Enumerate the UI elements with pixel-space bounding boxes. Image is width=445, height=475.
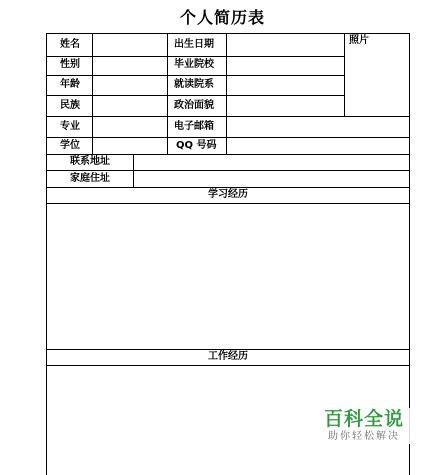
row-divider xyxy=(46,170,410,171)
row-divider xyxy=(46,116,410,117)
qq-label: QQ 号码 xyxy=(176,140,217,151)
column-divider xyxy=(133,154,134,187)
row-divider xyxy=(46,95,344,96)
gender-label: 性别 xyxy=(60,59,80,70)
row-divider xyxy=(46,75,344,76)
home-address-label: 家庭住址 xyxy=(70,173,110,184)
column-divider xyxy=(92,33,93,154)
degree-field[interactable] xyxy=(94,139,166,153)
row-divider xyxy=(46,365,410,366)
column-divider xyxy=(167,33,168,154)
major-label: 专业 xyxy=(60,121,80,132)
ethnicity-field[interactable] xyxy=(94,97,166,115)
birth-date-field[interactable] xyxy=(228,35,343,55)
photo-area[interactable] xyxy=(346,35,408,115)
home-address-field[interactable] xyxy=(135,172,408,186)
row-divider xyxy=(46,137,410,138)
qq-field[interactable] xyxy=(228,139,408,153)
email-field[interactable] xyxy=(228,118,408,136)
name-label: 姓名 xyxy=(60,39,80,50)
photo-label: 照片 xyxy=(349,35,369,46)
watermark-subtitle: 助你轻松解决 xyxy=(328,431,400,442)
education-history-field[interactable] xyxy=(48,205,408,348)
ethnicity-label: 民族 xyxy=(60,100,80,111)
column-divider xyxy=(344,33,345,116)
column-divider xyxy=(226,33,227,154)
education-section-header: 学习经历 xyxy=(208,189,248,200)
email-label: 电子邮箱 xyxy=(174,121,214,132)
row-divider xyxy=(46,203,410,204)
gender-field[interactable] xyxy=(94,58,166,74)
contact-address-label: 联系地址 xyxy=(70,156,110,167)
watermark-title: 百科全说 xyxy=(323,408,404,430)
graduated-school-field[interactable] xyxy=(228,58,343,74)
table-border-left xyxy=(46,33,47,475)
row-divider xyxy=(46,56,344,57)
contact-address-field[interactable] xyxy=(135,156,408,169)
political-status-field[interactable] xyxy=(228,97,343,115)
degree-label: 学位 xyxy=(60,140,80,151)
watermark-logo xyxy=(318,408,410,444)
birth-date-label: 出生日期 xyxy=(174,39,214,50)
name-field[interactable] xyxy=(94,35,166,55)
political-status-label: 政治面貌 xyxy=(174,100,214,111)
work-section-header: 工作经历 xyxy=(208,351,248,362)
page-title: 个人简历表 xyxy=(179,8,265,27)
major-field[interactable] xyxy=(94,118,166,136)
age-label: 年龄 xyxy=(60,79,80,90)
age-field[interactable] xyxy=(94,77,166,94)
current-school-field[interactable] xyxy=(228,77,343,94)
graduated-school-label: 毕业院校 xyxy=(174,59,214,70)
current-school-label: 就读院系 xyxy=(174,79,214,90)
